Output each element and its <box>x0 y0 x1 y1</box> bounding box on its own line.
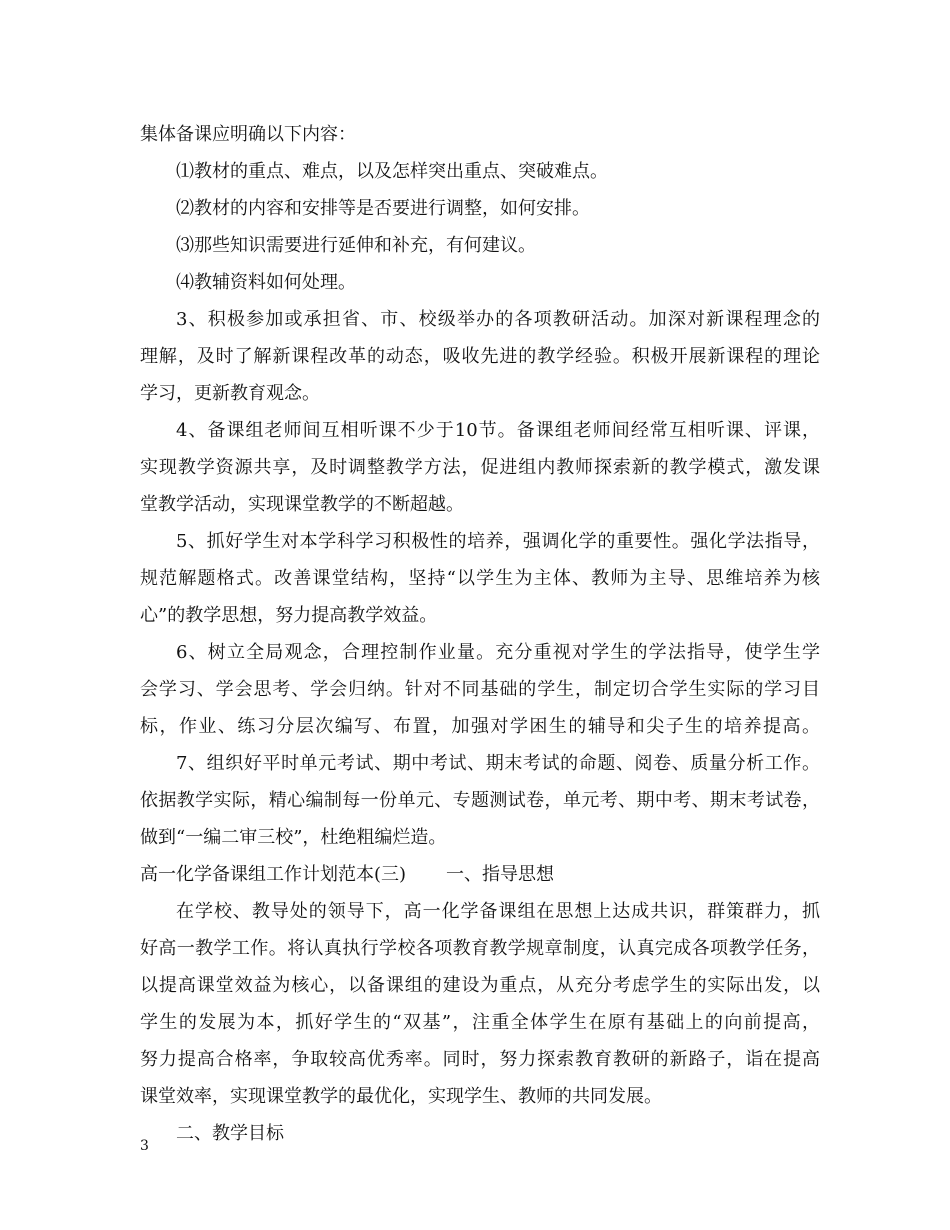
text-line: 集体备课应明确以下内容： <box>140 124 356 145</box>
text-line: 4、备课组老师间互相听课不少于10节。备课组老师间经常互相听课、评课， <box>176 420 820 441</box>
text-line: 5、抓好学生对本学科学习积极性的培养，强调化学的重要性。强化学法指导， <box>176 531 820 552</box>
text-line: 会学习、学会思考、学会归纳。针对不同基础的学生，制定切合学生实际的学习目 <box>140 679 820 700</box>
text-line: 堂教学活动，实现课堂教学的不断超越。 <box>140 494 464 515</box>
text-line: 课堂效率，实现课堂教学的最优化，实现学生、教师的共同发展。 <box>140 1086 662 1107</box>
text-line: 好高一教学工作。将认真执行学校各项教育教学规章制度，认真完成各项教学任务， <box>140 938 820 959</box>
text-line: 依据教学实际，精心编制每一份单元、专题测试卷，单元考、期中考、期末考试卷， <box>140 790 820 811</box>
text-line: 学习，更新教育观念。 <box>140 383 320 404</box>
text-line: 实现教学资源共享，及时调整教学方法，促进组内教师探索新的教学模式，激发课 <box>140 457 820 478</box>
text-line: ⑷教辅资料如何处理。 <box>176 272 356 293</box>
text-line: 在学校、教导处的领导下，高一化学备课组在思想上达成共识，群策群力，抓 <box>176 901 820 922</box>
text-line: 学生的发展为本，抓好学生的“双基”，注重全体学生在原有基础上的向前提高， <box>140 1012 820 1033</box>
page-number: 3 <box>140 1138 149 1154</box>
paragraph-block-1 <box>140 116 820 856</box>
text-line: 做到“一编二审三校”，杜绝粗编烂造。 <box>140 827 447 848</box>
document-body <box>140 116 820 1152</box>
text-line: ⑵教材的内容和安排等是否要进行调整，如何安排。 <box>176 198 590 219</box>
section-heading <box>140 856 820 893</box>
text-line: 心”的教学思想，努力提高教学效益。 <box>140 605 438 626</box>
text-line: ⑴教材的重点、难点，以及怎样突出重点、突破难点。 <box>176 161 608 182</box>
text-line: 7、组织好平时单元考试、期中考试、期末考试的命题、阅卷、质量分析工作。 <box>176 753 820 774</box>
text-line: 以提高课堂效益为核心，以备课组的建设为重点，从充分考虑学生的实际出发，以 <box>140 975 820 996</box>
text-line: 规范解题格式。改善课堂结构，坚持“以学生为主体、教师为主导、思维培养为核 <box>140 568 820 589</box>
section-title: 高一化学备课组工作计划范本(三) <box>140 864 407 885</box>
text-line: 理解，及时了解新课程改革的动态，吸收先进的教学经验。积极开展新课程的理论 <box>140 346 820 367</box>
paragraph-block-2 <box>140 893 820 1152</box>
text-line: 6、树立全局观念，合理控制作业量。充分重视对学生的学法指导，使学生学 <box>176 642 820 663</box>
text-line: 努力提高合格率，争取较高优秀率。同时，努力探索教育教研的新路子，诣在提高 <box>140 1049 820 1070</box>
text-line: 标，作业、练习分层次编写、布置，加强对学困生的辅导和尖子生的培养提高。 <box>140 716 820 737</box>
text-line: ⑶那些知识需要进行延伸和补充，有何建议。 <box>176 235 536 256</box>
text-line: 3、积极参加或承担省、市、校级举办的各项教研活动。加深对新课程理念的 <box>176 309 820 330</box>
text-line: 二、教学目标 <box>176 1123 284 1144</box>
section-subtitle: 一、指导思想 <box>446 864 555 885</box>
